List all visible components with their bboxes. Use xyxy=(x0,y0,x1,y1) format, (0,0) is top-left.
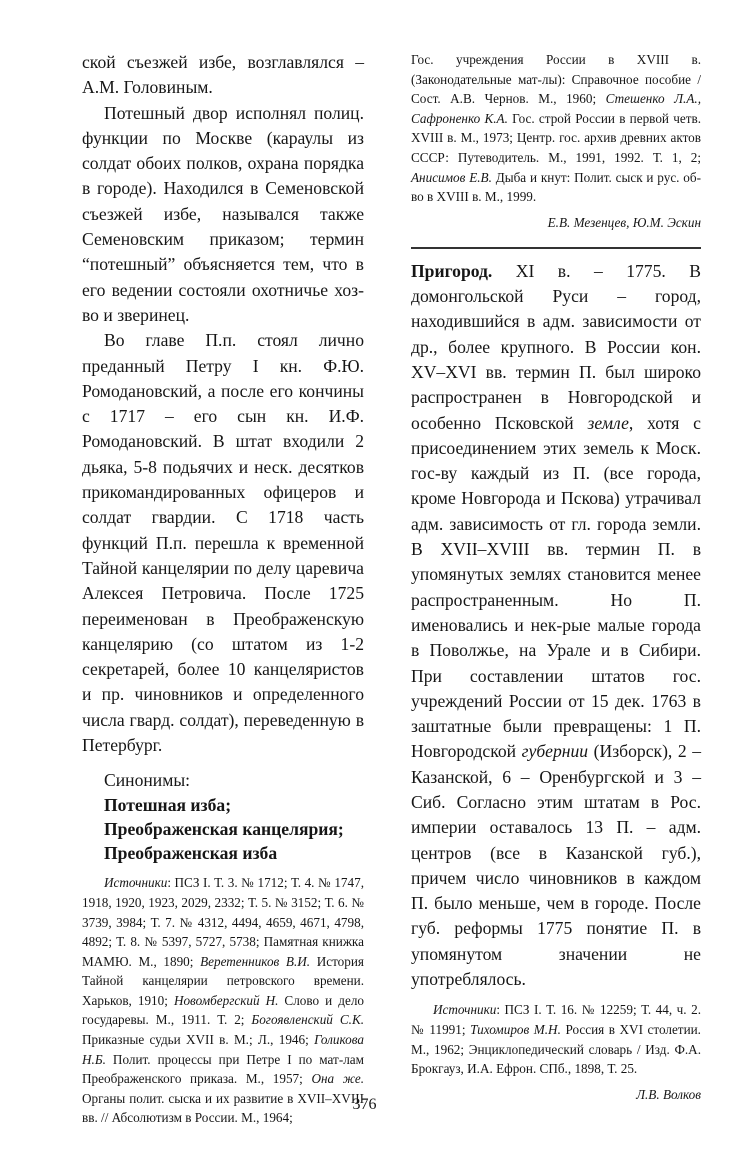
entry-prigorod xyxy=(411,259,701,993)
source-cont-run: Гос. учреждения России в XVIII в. (Законодательные мат-лы): Справочное пособие / Сост. А.В. Чернов. М., 1960; xyxy=(411,52,701,107)
entry-divider xyxy=(411,247,701,249)
source-cont-run: Гос. строй России в первой четв. XVIII в. М., 1973; Центр. гос. архив древних актов СССР: Путеводитель. М., 1991, 1992. Т. 1, 2; xyxy=(411,110,701,165)
entry-text-run: губернии xyxy=(521,741,589,762)
source-left-run: Полит. процессы при Петре I по мат-лам Преображенского приказа. М., 1957; xyxy=(82,1051,364,1087)
source-right-run: Тихомиров М.Н. xyxy=(470,1021,561,1037)
entry-text-run: земле xyxy=(587,412,629,433)
author-signature-1: Е.В. Мезенцев, Ю.М. Эскин xyxy=(547,214,701,230)
source-left-run: Она же. xyxy=(311,1071,364,1087)
sources-label: Источники xyxy=(104,875,168,891)
source-left-run: Органы полит. сыска и их развитие в XVII–XVIII вв. // Абсолютизм в России. М., 1964; xyxy=(82,1090,364,1126)
synonyms-list: Потешная изба; Преображенская канцелярия; Преображенская изба xyxy=(104,795,344,864)
sources-continued xyxy=(411,50,701,207)
paragraph-continuation: ской съезжей избе, возглавлялся – А.М. Головиным. xyxy=(82,52,364,98)
source-left-run: Веретенников В.И. xyxy=(200,953,311,969)
paragraph-leadership: Во главе П.п. стоял лично преданный Петру I кн. Ф.Ю. Ромодановский, а после его кончины с 1717 – его сын кн. И.Ф. Ромодановский. В штат входили 2 дьяка, 5-8 подьячих и неск. десятков прикомандированных офицеров и солдат гвардии. С 1718 часть функций П.п. перешла к временной Тайной канцелярии по делу царевича Алексея Петровича. После 1725 переименован в Преображенскую канцелярию (со штатом из 1-2 секретарей, более 10 канцеляристов и пр. чиновников и определенного числа гвард. солдат), переведенную в Петербург. xyxy=(82,330,364,756)
source-cont-run: Стешенко Л.А., Сафроненко К.А. xyxy=(411,91,701,126)
sources-left-body xyxy=(82,875,364,1125)
entry-text-run: XI в. – 1775. В домонгольской Руси – город, находившийся в адм. зависимости от др., более крупного. В России кон. XV–XVI вв. термин П. был широко распространен в Новгородской и особенно Псковской xyxy=(411,260,701,433)
author-signature-2: Л.В. Волков xyxy=(636,1086,701,1102)
source-left-run: Новомбергский Н. xyxy=(173,992,279,1008)
right-column xyxy=(411,50,701,1105)
sources-left: Источники: ПСЗ I. Т. 3. № 1712; Т. 4. № 1747, 1918, 1920, 1923, 2029, 2332; Т. 5. № 3152; Т. 6. № 3739, 3984; Т. 7. № 4312, 4494, 4659, 4671, 4798, 4892; Т. 8. № 5397, 5727, 5738; Памятная книжка МАМЮ. М., 1890; Веретенников В.И. История Тайной канцелярии петровского времени. Харьков, 1910; Новомбергский Н. Слово и дело государевы. М., 1911. Т. 2; Богоявленский С.К. Приказные судьи XVII в. М.; Л., 1946; Голикова Н.Б. Полит. процессы при Петре I по мат-лам Преображенского приказа. М., 1957; Она же. Органы полит. сыска и их развитие в XVII–XVIII вв. // Абсолютизм в России. М., 1964; xyxy=(82,875,365,1126)
source-right-run: Россия в XVI столетии. М., 1962; Энциклопедический словарь / Изд. Ф.А. Брокгауз, И.А. Ефрон. СПб., 1898, Т. 25. xyxy=(411,1021,701,1077)
entry-text-run: (Изборск), 2 – Казанской, 6 – Оренбургской и 3 – Сиб. Согласно этим штатам в Рос. империи оставалось 13 П. – адм. центров (все в Казанской губ.), причем число чиновников в каждом П. было меньше, чем в городе. После губ. реформы 1775 понятие П. в упомянутом значении не употреблялось. xyxy=(411,741,702,990)
source-left-run: Приказные судьи XVII в. М.; Л., 1946; xyxy=(82,1032,315,1048)
source-cont-run: Дыба и кнут: Полит. сыск и рус. об-во в XVIII в. М., 1999. xyxy=(411,169,701,205)
source-left-run: ПСЗ I. Т. 3. № 1712; Т. 4. № 1747, 1918, 1920, 1923, 2029, 2332; Т. 5. № 3152; Т. 6. № 3739, 3984; Т. 7. № 4312, 4494, 4659, 4671, 4798, 4892; Т. 8. № 5397, 5727, 5738; Памятная книжка МАМЮ. М., 1890; xyxy=(82,875,364,969)
source-left-run: Слово и дело государевы. М., 1911. Т. 2; xyxy=(82,992,364,1028)
entry-text-run: , хотя с присоединением этих земель к Моск. гос-ву каждый из П. (все города, кроме Новгорода и Пскова) утрачивал адм. зависимость от гл. города земли. В XVII–XVIII вв. термин П. в упомянутых землях становится менее распространенным. Но П. именовались и нек-рые малые города в Поволжье, на Урале и в Сибири. При составлении штатов гос. учреждений России от 15 дек. 1763 в заштатные были превращены: 1 П. Новгородской xyxy=(411,412,701,762)
source-cont-run: Анисимов Е.В. xyxy=(411,169,492,185)
page-number: 376 xyxy=(352,1096,377,1113)
left-column xyxy=(82,50,364,1128)
source-right-run: ПСЗ I. Т. 16. № 12259; Т. 44, ч. 2. № 11991; xyxy=(411,1002,701,1037)
source-left-run: История Тайной канцелярии петровского времени. Харьков, 1910; xyxy=(82,953,364,1008)
entry-body xyxy=(411,261,701,989)
entry-headword: Пригород. xyxy=(411,260,493,281)
sources-label-right: Источники xyxy=(433,1002,497,1018)
paragraph-poteshny-dvor: Потешный двор исполнял полиц. функции по Москве (караулы из солдат обоих полков, охрана порядка в городе). Находился в Семеновской съезжей избе, назывался также Семеновским приказом; термин “потешный” объясняется тем, что в его ведении состояли охотничье хоз-во и зверинец. xyxy=(82,102,364,325)
source-left-run: Голикова Н.Б. xyxy=(82,1032,364,1067)
sources-right: Источники: ПСЗ I. Т. 16. № 12259; Т. 44, ч. 2. № 11991; Тихомиров М.Н. Россия в XVI столетии. М., 1962; Энциклопедический словарь / Изд. Ф.А. Брокгауз, И.А. Ефрон. СПб., 1898, Т. 25. xyxy=(411,1002,701,1077)
source-left-run: Богоявленский С.К. xyxy=(251,1012,365,1028)
synonyms-label: Синонимы: xyxy=(104,770,191,791)
